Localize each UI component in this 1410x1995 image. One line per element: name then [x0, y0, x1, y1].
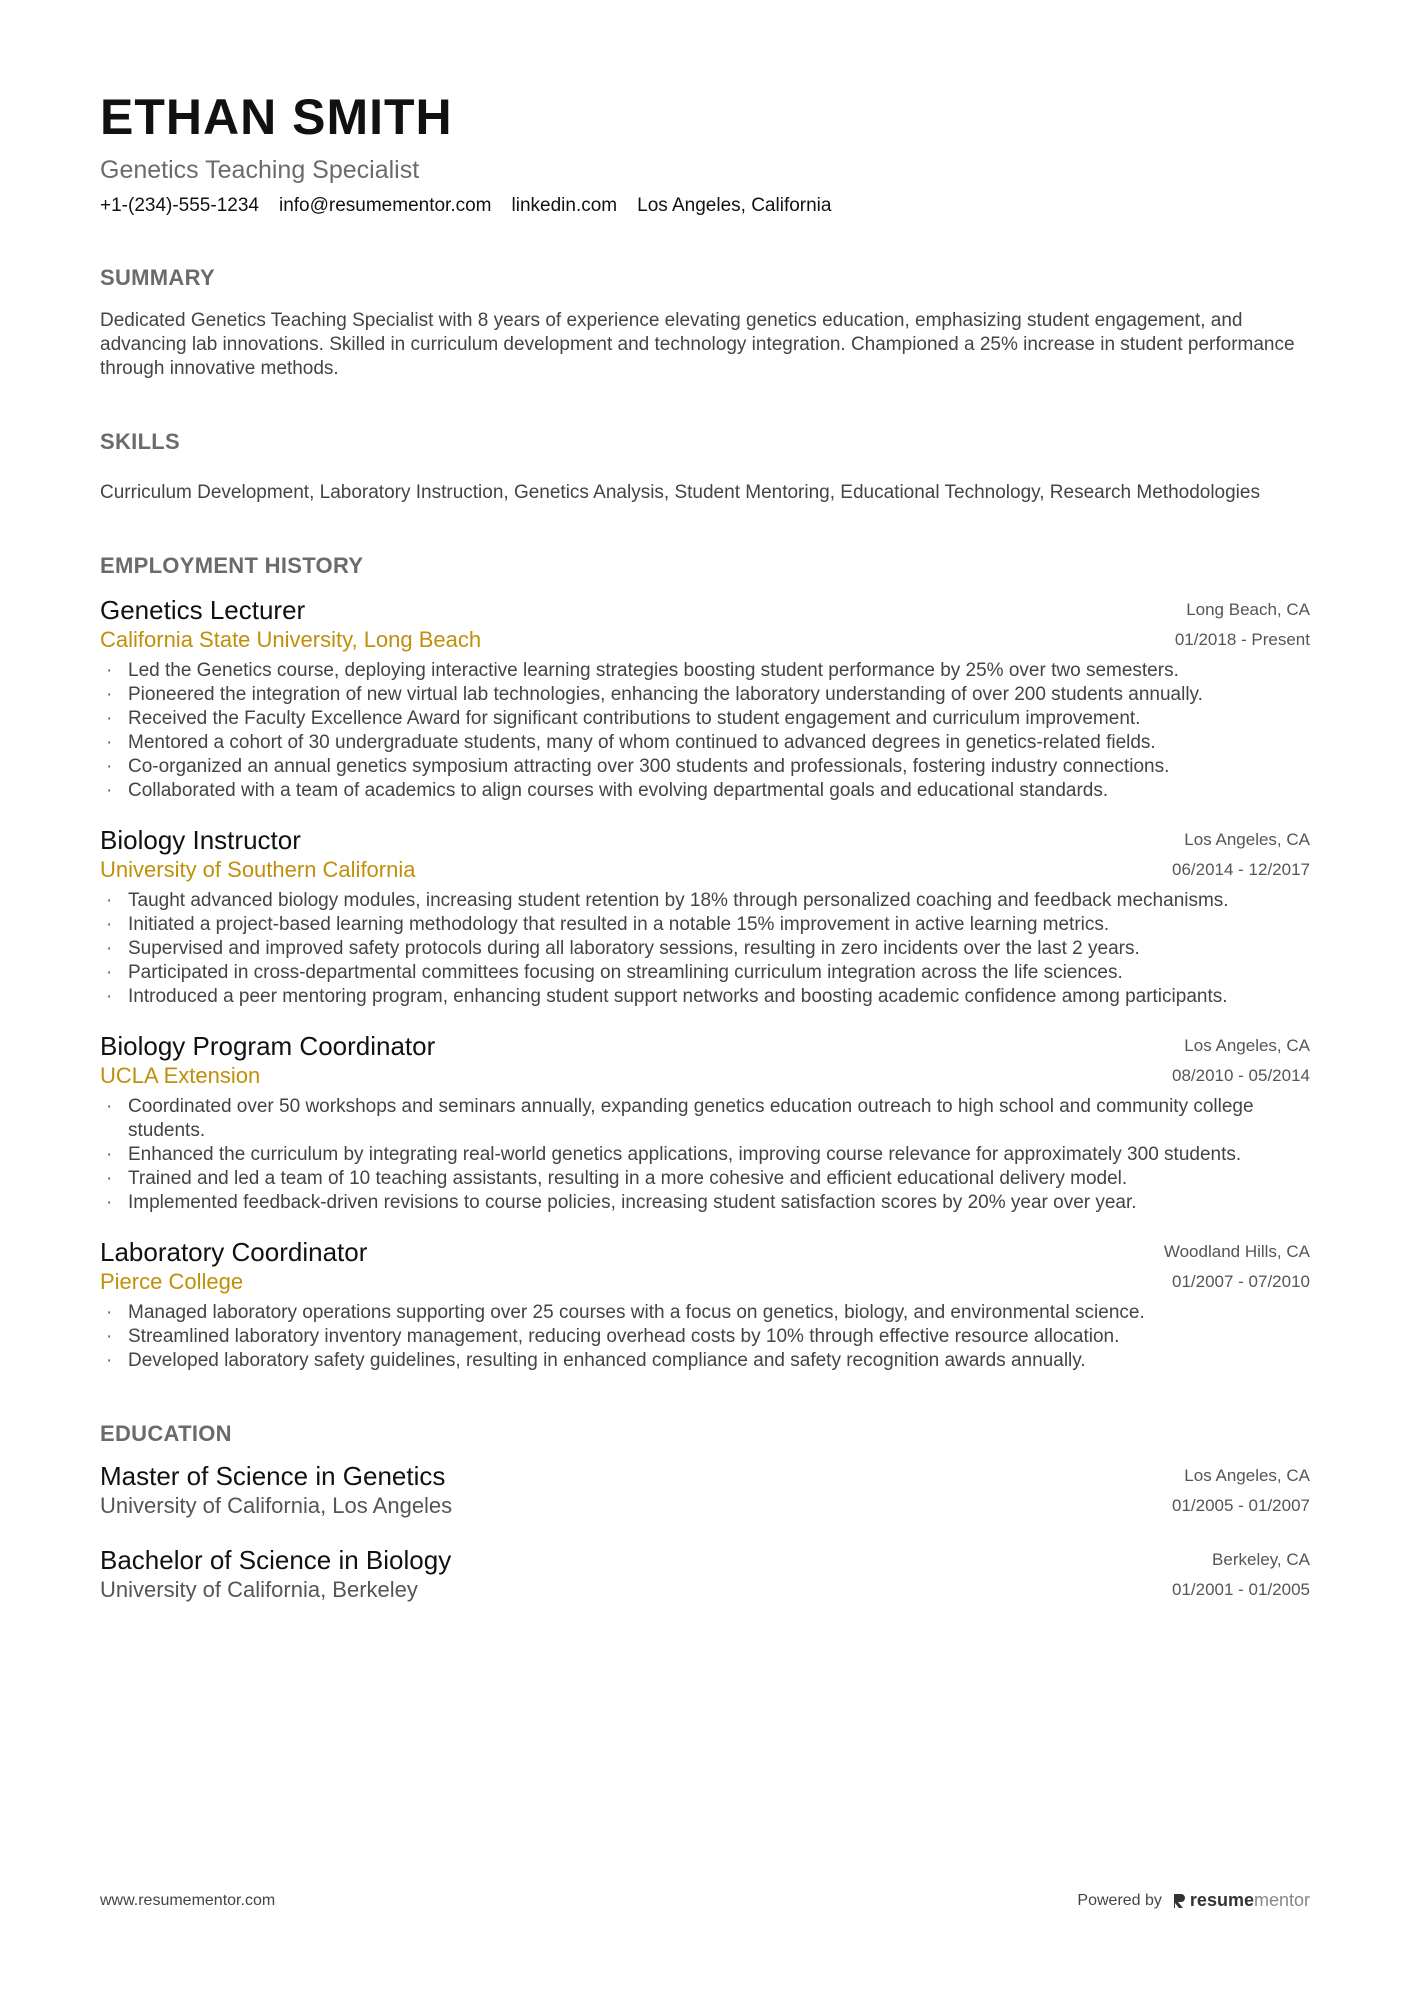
job-bullet: · Collaborated with a team of academics to align courses with evolving departmental goals and educational standards.: [100, 779, 1310, 803]
job-bullets: [100, 1301, 1310, 1373]
skills-title: SKILLS: [100, 429, 181, 454]
job-meta: [1164, 1237, 1310, 1297]
job-header: [100, 825, 1310, 885]
job-meta: [1175, 595, 1310, 655]
job-bullet: · Enhanced the curriculum by integrating real-world genetics applications, improving course relevance for approximately 300 students.: [100, 1143, 1310, 1167]
school: University of California, Los Angeles: [100, 1493, 453, 1518]
job-bullets: [100, 889, 1310, 1009]
brand-bold: resume: [1189, 1890, 1254, 1910]
job-title: Biology Program Coordinator: [100, 1031, 436, 1061]
job-meta: [1172, 1031, 1310, 1091]
job-entry: [100, 595, 1310, 803]
job-dates: 01/2018 - Present: [1174, 630, 1310, 649]
candidate-name: ETHAN SMITH: [100, 89, 453, 145]
job-meta: [1172, 825, 1310, 885]
job-entry: [100, 825, 1310, 1009]
job-bullet: · Initiated a project-based learning methodology that resulted in a notable 15% improvement in active learning metrics.: [100, 913, 1310, 937]
employment-title: EMPLOYMENT HISTORY: [100, 553, 364, 578]
candidate-role: Genetics Teaching Specialist: [100, 156, 420, 184]
education-dates: 01/2005 - 01/2007: [1171, 1496, 1310, 1515]
job-entry: [100, 1237, 1310, 1373]
brand-light: mentor: [1253, 1890, 1310, 1910]
job-main: [100, 595, 481, 655]
summary-title: SUMMARY: [100, 265, 215, 290]
job-bullets: [100, 659, 1310, 803]
powered-by-label: Powered by: [1077, 1891, 1162, 1909]
job-dates: 01/2007 - 07/2010: [1171, 1272, 1310, 1291]
job-title: Genetics Lecturer: [100, 595, 306, 625]
degree: Bachelor of Science in Biology: [100, 1545, 452, 1575]
education-title: EDUCATION: [100, 1421, 232, 1446]
linkedin[interactable]: linkedin.com: [511, 195, 618, 216]
job-organization: Pierce College: [100, 1269, 244, 1294]
job-bullet: · Led the Genetics course, deploying interactive learning strategies boosting student performance by 25% over two semesters.: [100, 659, 1310, 683]
school: University of California, Berkeley: [100, 1577, 418, 1602]
job-bullet: · Developed laboratory safety guidelines, resulting in enhanced compliance and safety recognition awards annually.: [100, 1349, 1310, 1373]
summary-text: Dedicated Genetics Teaching Specialist with 8 years of experience elevating genetics education, emphasizing student engagement, and advancing lab innovations. Skilled in curriculum development and technology integration. Championed a 25% increase in student performance through innovative methods.: [100, 310, 1295, 379]
employment-section: [100, 553, 1310, 1373]
degree: Master of Science in Genetics: [100, 1461, 446, 1491]
job-main: [100, 825, 415, 885]
job-location: Woodland Hills, CA: [1163, 1242, 1310, 1261]
phone: +1-(234)-555-1234: [100, 195, 259, 216]
job-organization: University of Southern California: [100, 857, 416, 882]
education-section: [100, 1421, 1310, 1605]
job-entry: [100, 1031, 1310, 1215]
resumementor-logo-icon: [1172, 1892, 1186, 1910]
job-bullet: · Participated in cross-departmental committees focusing on streamlining curriculum integration across the life sciences.: [100, 961, 1310, 985]
job-dates: 06/2014 - 12/2017: [1171, 860, 1310, 879]
education-header: [100, 1545, 1310, 1605]
education-main: [100, 1545, 451, 1605]
summary-section: [100, 265, 1310, 381]
job-bullet: · Supervised and improved safety protocols during all laboratory sessions, resulting in zero incidents over the last 2 years.: [100, 937, 1310, 961]
job-dates: 08/2010 - 05/2014: [1171, 1066, 1310, 1085]
job-location: Los Angeles, CA: [1184, 1036, 1310, 1055]
education-list: [100, 1461, 1310, 1605]
education-location: Berkeley, CA: [1212, 1550, 1310, 1569]
skills-text: Curriculum Development, Laboratory Instruction, Genetics Analysis, Student Mentoring, Educational Technology, Research Methodologies: [100, 482, 1260, 503]
job-bullet: · Taught advanced biology modules, increasing student retention by 18% through personalized coaching and feedback mechanisms.: [100, 889, 1310, 913]
job-main: [100, 1237, 367, 1297]
job-bullet: · Pioneered the integration of new virtual lab technologies, enhancing the laboratory understanding of over 200 students annually.: [100, 683, 1310, 707]
skills-section: [100, 429, 1310, 505]
job-bullet: · Received the Faculty Excellence Award for significant contributions to student engagement and curriculum improvement.: [100, 707, 1310, 731]
job-header: [100, 1237, 1310, 1297]
job-bullet: · Introduced a peer mentoring program, enhancing student support networks and boosting academic confidence among participants.: [100, 985, 1310, 1009]
education-entry: [100, 1461, 1310, 1521]
job-bullet: · Streamlined laboratory inventory management, reducing overhead costs by 10% through effective resource allocation.: [100, 1325, 1310, 1349]
footer-website[interactable]: www.resumementor.com: [100, 1891, 276, 1909]
education-header: [100, 1461, 1310, 1521]
job-bullets: [100, 1095, 1310, 1215]
job-location: Los Angeles, CA: [1184, 830, 1310, 849]
education-meta: [1172, 1545, 1310, 1605]
job-title: Laboratory Coordinator: [100, 1237, 368, 1267]
job-bullet: · Mentored a cohort of 30 undergraduate students, many of whom continued to advanced degrees in genetics-related fields.: [100, 731, 1310, 755]
job-header: [100, 595, 1310, 655]
job-organization: UCLA Extension: [100, 1063, 261, 1088]
job-header: [100, 1031, 1310, 1091]
job-title: Biology Instructor: [100, 825, 301, 855]
resume-header: [100, 89, 1310, 217]
job-bullet: · Managed laboratory operations supporting over 25 courses with a focus on genetics, biology, and environmental science.: [100, 1301, 1310, 1325]
job-bullet: · Co-organized an annual genetics symposium attracting over 300 students and professionals, fostering industry connections.: [100, 755, 1310, 779]
education-dates: 01/2001 - 01/2005: [1171, 1580, 1310, 1599]
job-bullet: · Implemented feedback-driven revisions to course policies, increasing student satisfaction scores by 20% year over year.: [100, 1191, 1310, 1215]
location: Los Angeles, California: [637, 195, 832, 216]
education-entry: [100, 1545, 1310, 1605]
powered-by: [1077, 1890, 1310, 1911]
job-main: [100, 1031, 435, 1091]
email[interactable]: info@resumementor.com: [278, 195, 492, 216]
job-bullet: · Coordinated over 50 workshops and seminars annually, expanding genetics education outreach to high school and community college students.: [100, 1095, 1310, 1143]
education-location: Los Angeles, CA: [1184, 1466, 1310, 1485]
footer: [100, 1890, 1310, 1911]
resumementor-logo[interactable]: [1172, 1890, 1310, 1911]
education-meta: [1172, 1461, 1310, 1521]
job-list: [100, 595, 1310, 1373]
job-bullet: · Trained and led a team of 10 teaching assistants, resulting in a more cohesive and efficient educational delivery model.: [100, 1167, 1310, 1191]
education-main: [100, 1461, 452, 1521]
contact-info: [100, 195, 1310, 217]
job-organization: California State University, Long Beach: [100, 627, 482, 652]
job-location: Long Beach, CA: [1186, 600, 1310, 619]
